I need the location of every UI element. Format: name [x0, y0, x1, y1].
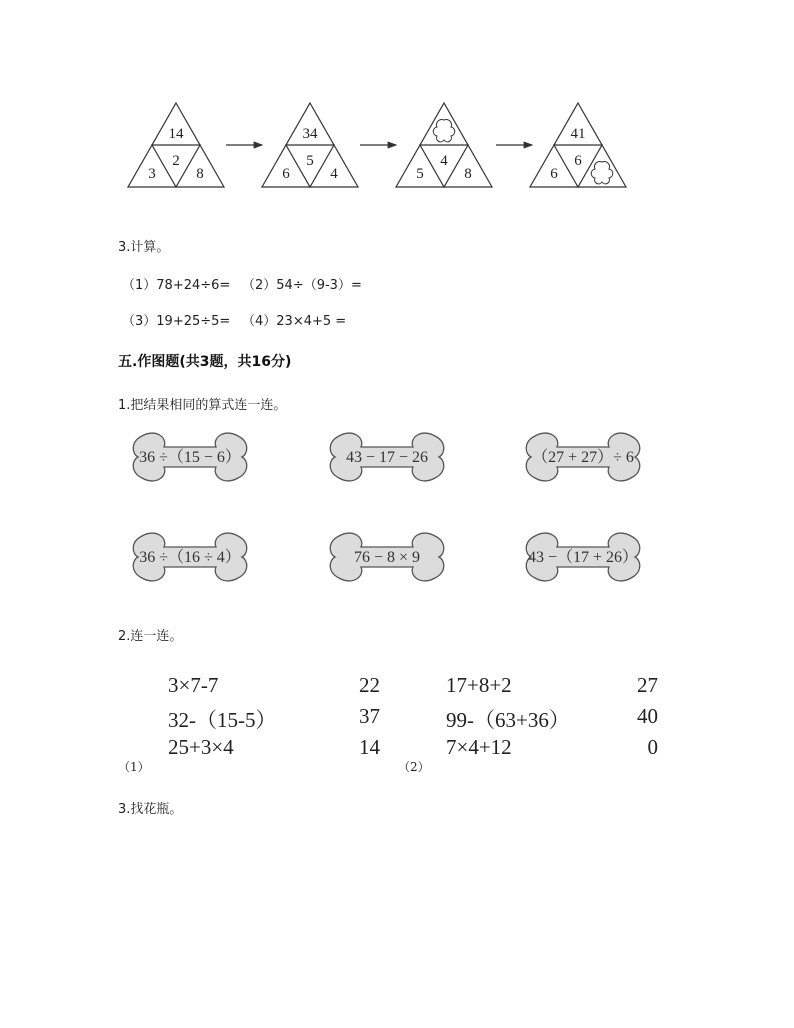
triangle-2-center: 5: [306, 153, 314, 169]
q3-title: 3.计算。: [118, 240, 170, 255]
triangle-3-left: 5: [416, 166, 424, 182]
group2-answer-3[interactable]: 0: [647, 735, 658, 759]
triangle-4: [530, 103, 626, 187]
triangle-2: [262, 103, 358, 187]
bone-1[interactable]: [133, 433, 247, 481]
triangle-2-right: 4: [330, 166, 338, 182]
triangle-2-top: 34: [302, 126, 318, 142]
bone-1-label: 36 ÷（15 − 6）: [139, 449, 241, 466]
group2-answer-1[interactable]: 27: [637, 673, 658, 697]
group1-label: （1）: [118, 760, 150, 774]
triangle-3-center: 4: [440, 153, 448, 169]
triangle-4-left: 6: [550, 166, 558, 182]
triangle-3: [396, 103, 492, 187]
group2-label: （2）: [398, 760, 430, 774]
bone-3-label: （27 + 27）÷ 6: [532, 449, 634, 466]
calc-item-2: （2）54÷（9-3）=: [242, 278, 362, 293]
triangle-1-center: 2: [172, 153, 180, 169]
group1-expr-2[interactable]: 32-（15-5）: [168, 708, 277, 732]
calc-item-4: （4）23×4+5 =: [242, 314, 347, 329]
triangle-1-right: 8: [196, 166, 204, 182]
triangle-2-left: 6: [282, 166, 290, 182]
group2-answer-2[interactable]: 40: [637, 704, 658, 728]
bone-4[interactable]: [133, 533, 247, 581]
group1-answer-2[interactable]: 37: [359, 704, 380, 728]
q5-2-title: 2.连一连。: [118, 629, 183, 644]
triangle-3-right: 8: [464, 166, 472, 182]
bone-4-label: 36 ÷（16 ÷ 4）: [139, 549, 241, 566]
triangle-1: [128, 103, 224, 187]
group1-answer-1[interactable]: 22: [359, 673, 380, 697]
group2-expr-1[interactable]: 17+8+2: [446, 673, 512, 697]
triangle-puzzle-row: [0, 95, 794, 200]
calc-item-1: （1）78+24÷6=: [122, 278, 231, 293]
bone-5[interactable]: [330, 533, 444, 581]
bones-area: [0, 425, 794, 595]
calc-item-3: （3）19+25÷5=: [122, 314, 231, 329]
group2-expr-3[interactable]: 7×4+12: [446, 735, 512, 759]
group1-expr-3[interactable]: 25+3×4: [168, 735, 234, 759]
bone-5-label: 76 − 8 × 9: [353, 549, 421, 566]
q5-3-title: 3.找花瓶。: [118, 802, 183, 817]
flower-icon: [591, 162, 613, 184]
group2-expr-2[interactable]: 99-（63+36）: [446, 708, 570, 732]
bone-3[interactable]: [526, 433, 640, 481]
triangle-4-top: 41: [570, 126, 586, 142]
triangle-1-top: 14: [168, 126, 184, 142]
bone-2-label: 43 − 17 − 26: [345, 449, 429, 466]
triangle-4-center: 6: [574, 153, 582, 169]
group1-answer-3[interactable]: 14: [359, 735, 380, 759]
bone-6[interactable]: [526, 533, 640, 581]
triangle-1-left: 3: [148, 166, 156, 182]
bone-6-label: 43 −（17 + 26）: [527, 549, 639, 566]
q5-1-title: 1.把结果相同的算式连一连。: [118, 398, 287, 413]
group1-expr-1[interactable]: 3×7-7: [168, 673, 219, 697]
bone-2[interactable]: [330, 433, 444, 481]
flower-icon: [433, 120, 455, 142]
section-heading: 五.作图题(共3题，共16分): [118, 354, 292, 370]
